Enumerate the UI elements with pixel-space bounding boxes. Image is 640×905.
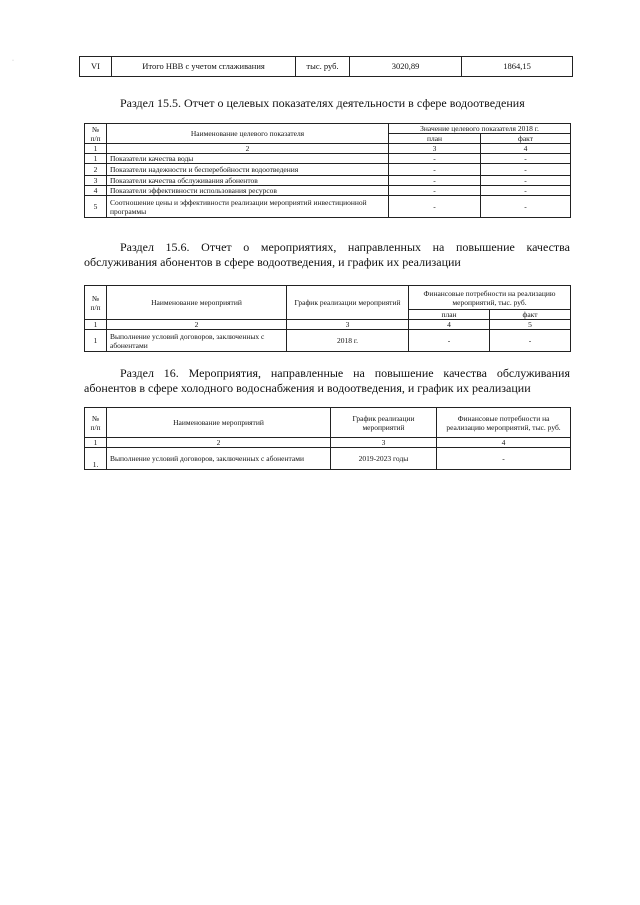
index-cell: 2 (107, 144, 389, 154)
row-fact: - (481, 196, 571, 218)
row-number: VI (80, 57, 112, 77)
row-number: 3 (85, 176, 107, 186)
targets-table (84, 123, 571, 218)
index-cell: 4 (437, 438, 571, 448)
row-name: Показатели эффективности использования ресурсов (107, 186, 389, 196)
row-name: Итого НВВ с учетом сглаживания (112, 57, 296, 77)
table-row (85, 176, 571, 186)
row-value-1: 3020,89 (350, 57, 462, 77)
index-cell: 4 (481, 144, 571, 154)
table-row (85, 164, 571, 176)
row-name: Показатели качества воды (107, 154, 389, 164)
row-plan: - (389, 154, 481, 164)
row-name: Показатели качества обслуживания абонентов (107, 176, 389, 186)
header-fact: факт (490, 310, 571, 320)
header-plan: план (409, 310, 490, 320)
row-financial-needs: - (437, 448, 571, 470)
row-unit: тыс. руб. (296, 57, 350, 77)
row-fact: - (481, 154, 571, 164)
row-number: 2 (85, 164, 107, 176)
row-fact: - (490, 330, 571, 352)
section-16-title: Раздел 16. Мероприятия, направленные на повышение качества обслуживания абонентов в сфере холодного водоснабжения и водоотведения, и график их реализации (84, 366, 570, 395)
table-row (85, 330, 571, 352)
planned-measures-table (84, 407, 571, 470)
header-financial-needs: Финансовые потребности на реализацию мероприятий, тыс. руб. (437, 408, 571, 438)
row-schedule: 2019-2023 годы (331, 448, 437, 470)
header-plan: план (389, 134, 481, 144)
header-indicator-name: Наименование целевого показателя (107, 124, 389, 144)
index-cell: 4 (409, 320, 490, 330)
row-name: Выполнение условий договоров, заключенных с абонентами (107, 448, 331, 470)
row-number: 1. (85, 448, 107, 470)
index-cell: 2 (107, 320, 287, 330)
row-number: 1 (85, 330, 107, 352)
header-schedule: График реализации мероприятий (287, 286, 409, 320)
index-cell: 5 (490, 320, 571, 330)
row-value-2: 1864,15 (462, 57, 573, 77)
index-cell: 3 (331, 438, 437, 448)
index-cell: 1 (85, 320, 107, 330)
row-name: Выполнение условий договоров, заключенных с абонентами (107, 330, 287, 352)
index-cell: 1 (85, 438, 107, 448)
table-row (85, 448, 571, 470)
index-cell: 1 (85, 144, 107, 154)
row-fact: - (481, 164, 571, 176)
row-fact: - (481, 186, 571, 196)
header-schedule: График реализации мероприятий (331, 408, 437, 438)
header-number: № п/п (85, 124, 107, 144)
index-cell: 3 (287, 320, 409, 330)
table-row (85, 196, 571, 218)
row-name: Соотношение цены и эффективности реализации мероприятий инвестиционной программы (107, 196, 389, 218)
row-plan: - (389, 196, 481, 218)
scan-mark: · (12, 58, 14, 64)
row-number: 5 (85, 196, 107, 218)
row-number: 4 (85, 186, 107, 196)
header-number: № п/п (85, 286, 107, 320)
header-measure-name: Наименование мероприятий (107, 408, 331, 438)
section-15-6-title: Раздел 15.6. Отчет о мероприятиях, направленных на повышение качества обслуживания абонентов в сфере водоотведения, и график их реализации (84, 240, 570, 269)
index-cell: 2 (107, 438, 331, 448)
row-plan: - (389, 164, 481, 176)
row-number: 1 (85, 154, 107, 164)
header-target-value: Значение целевого показателя 2018 г. (389, 124, 571, 134)
header-number: № п/п (85, 408, 107, 438)
measures-table (84, 285, 571, 352)
table-row (85, 154, 571, 164)
row-schedule: 2018 г. (287, 330, 409, 352)
row-fact: - (481, 176, 571, 186)
table-row (85, 186, 571, 196)
row-plan: - (409, 330, 490, 352)
total-table (79, 56, 573, 77)
row-plan: - (389, 176, 481, 186)
row-plan: - (389, 186, 481, 196)
index-cell: 3 (389, 144, 481, 154)
row-name: Показатели надежности и бесперебойности водоотведения (107, 164, 389, 176)
header-measure-name: Наименование мероприятий (107, 286, 287, 320)
header-fact: факт (481, 134, 571, 144)
header-financial-needs: Финансовые потребности на реализацию мероприятий, тыс. руб. (409, 286, 571, 310)
section-15-5-title: Раздел 15.5. Отчет о целевых показателях деятельности в сфере водоотведения (120, 96, 525, 110)
